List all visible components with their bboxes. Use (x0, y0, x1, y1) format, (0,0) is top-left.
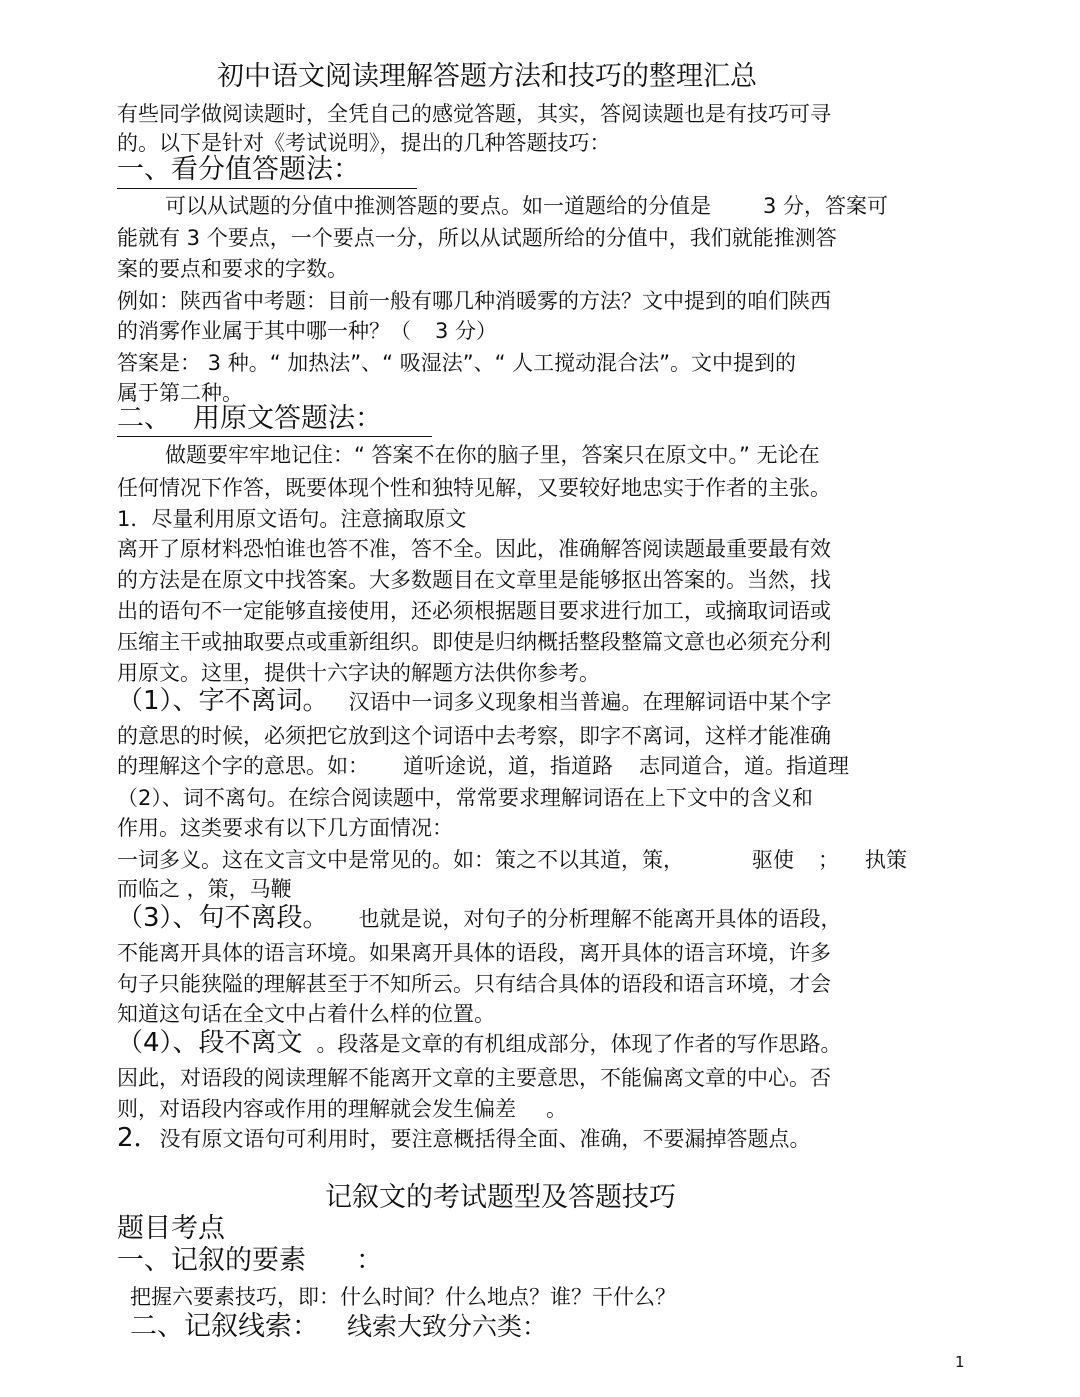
example-line-1: 例如：陕西省中考题：目前一般有哪几种消暖雾的方法？文中提到的咱们陕西 (117, 289, 831, 313)
rule4-line-1 (117, 1030, 842, 1057)
rule1-line-2: 的意思的时候，必须把它放到这个词语中去考察，即字不离词，这样才能准确 (117, 724, 831, 748)
rule1-line-1 (117, 688, 832, 715)
rule3-line-4: 知道这句话在全文中占着什么样的位置。 (117, 1002, 495, 1026)
section2-line-2: 任何情况下作答，既要体现个性和独特见解，又要较好地忠实于作者的主张。 (117, 476, 831, 500)
part2-subheading: 题目考点 (117, 1213, 225, 1244)
example-line-2 (117, 318, 497, 344)
item2-line (117, 1125, 811, 1152)
rule4-label: （4）、段不离文 (117, 1028, 303, 1058)
rule1-line-3-a: 的理解这个字的意思。如： (117, 754, 369, 778)
rule2-line-1: （2）、词不离句。在综合阅读题中，常常要求理解词语在上下文中的含义和 (117, 786, 813, 810)
rule3-line-1 (117, 905, 842, 932)
section1-line-1-a: 可以从试题的分值中推测答题的要点。如一道题给的分值是 (165, 194, 711, 218)
rule2-line-3 (117, 847, 907, 873)
rule3-label: （3）、句不离段。 (117, 903, 329, 933)
rule1-line-3-c: 志同道合，道。指道理 (639, 754, 849, 778)
page-title: 初中语文阅读理解答题方法和技巧的整理汇总 (217, 61, 757, 92)
part2-heading-2 (130, 1311, 547, 1343)
part2-heading-1 (117, 1245, 383, 1277)
rule1-line-3 (117, 753, 849, 779)
body-line-4: 压缩主干或抽取要点或重新组织。即使是归纳概括整段整篇文意也必须充分利 (117, 630, 831, 654)
part2-heading-1-text: 一、记叙的要素 (117, 1245, 306, 1276)
section2-heading-num: 二、 (117, 403, 171, 434)
rule4-line-2: 因此，对语段的阅读理解不能离开文章的主要意思，不能偏离文章的中心。否 (117, 1066, 831, 1090)
rule3-line-3: 句子只能狭隘的理解甚至于不知所云。只有结合具体的语段和语言环境，才会 (117, 972, 831, 996)
rule4-line-3-b: 。 (546, 1097, 567, 1121)
item1-line: 1．尽量利用原文语句。注意摘取原文 (117, 507, 467, 531)
rule2-line-2: 作用。这类要求有以下几方面情况： (117, 816, 453, 840)
section2-line-1: 做题要牢牢地记住：“ 答案不在你的脑子里，答案只在原文中。” 无论在 (165, 443, 820, 467)
example-line-2-a: 的消雾作业属于其中哪一种？（ (117, 319, 411, 343)
part2-heading-1-colon: ： (356, 1245, 383, 1276)
part2-title: 记叙文的考试题型及答题技巧 (325, 1182, 676, 1213)
body-line-3: 出的语句不一定能够直接使用，还必须根据题目要求进行加工，或摘取词语或 (117, 599, 831, 623)
rule2-line-3-c: ； (818, 848, 839, 872)
item2-num: 2． (117, 1123, 160, 1153)
rule1-text: 汉语中一词多义现象相当普遍。在理解词语中某个字 (348, 690, 832, 714)
section2-heading-text: 用原文答题法： (193, 403, 382, 434)
section1-line-1 (165, 193, 888, 219)
rule2-line-4: 而临之 ，策，马鞭 (117, 877, 292, 901)
intro-line-2: 的。以下是针对《考试说明》，提出的几种答题技巧： (117, 131, 611, 155)
rule3-text: 也就是说，对句子的分析理解不能离开具体的语段， (358, 907, 842, 931)
part2-heading-2-text: 二、记叙线索： (130, 1311, 319, 1342)
rule1-label: （1）、字不离词。 (117, 686, 329, 716)
answer-line-2: 属于第二种。 (117, 381, 243, 405)
section1-line-2: 能就有 3 个要点，一个要点一分，所以从试题所给的分值中，我们就能推测答 (117, 226, 837, 250)
section2-heading (117, 403, 382, 435)
section1-line-3: 案的要点和要求的字数。 (117, 257, 348, 281)
example-line-2-b: 3 分） (435, 319, 498, 343)
part2-heading-1-body: 把握六要素技巧，即：什么时间？什么地点？谁？干什么？ (130, 1285, 676, 1309)
rule3-line-2: 不能离开具体的语言环境。如果离开具体的语段，离开具体的语言环境，许多 (117, 941, 831, 965)
rule4-line-3 (117, 1096, 567, 1122)
section1-heading-underline (117, 188, 417, 189)
section1-line-1-b: 3 分，答案可 (763, 194, 889, 218)
section2-heading-underline (117, 436, 432, 437)
body-line-5: 用原文。这里，提供十六字诀的解题方法供你参考。 (117, 661, 600, 685)
section1-heading: 一、看分值答题法： (117, 154, 360, 185)
body-line-1: 离开了原材料恐怕谁也答不准，答不全。因此，准确解答阅读题最重要最有效 (117, 537, 831, 561)
page-number: 1 (955, 1353, 965, 1371)
rule4-text: 。段落是文章的有机组成部分，体现了作者的写作思路。 (316, 1032, 842, 1056)
item2-text: 没有原文语句可利用时，要注意概括得全面、准确，不要漏掉答题点。 (159, 1127, 811, 1151)
part2-heading-2-body: 线索大致分六类： (347, 1312, 548, 1341)
answer-line-1: 答案是： 3 种。“ 加热法”、“ 吸湿法”、“ 人工搅动混合法”。文中提到的 (117, 351, 797, 375)
rule2-line-3-b: 驱使 (752, 848, 794, 872)
rule4-line-3-a: 则，对语段内容或作用的理解就会发生偏差 (117, 1097, 516, 1121)
rule1-line-3-b: 道听途说，道，指道路 (403, 754, 613, 778)
intro-line-1: 有些同学做阅读题时，全凭自己的感觉答题，其实，答阅读题也是有技巧可寻 (117, 102, 831, 126)
rule2-line-3-d: 执策 (865, 848, 907, 872)
rule2-line-3-a: 一词多义。这在文言文中是常见的。如：策之不以其道，策， (117, 848, 684, 872)
body-line-2: 的方法是在原文中找答案。大多数题目在文章里是能够抠出答案的。当然，找 (117, 568, 831, 592)
